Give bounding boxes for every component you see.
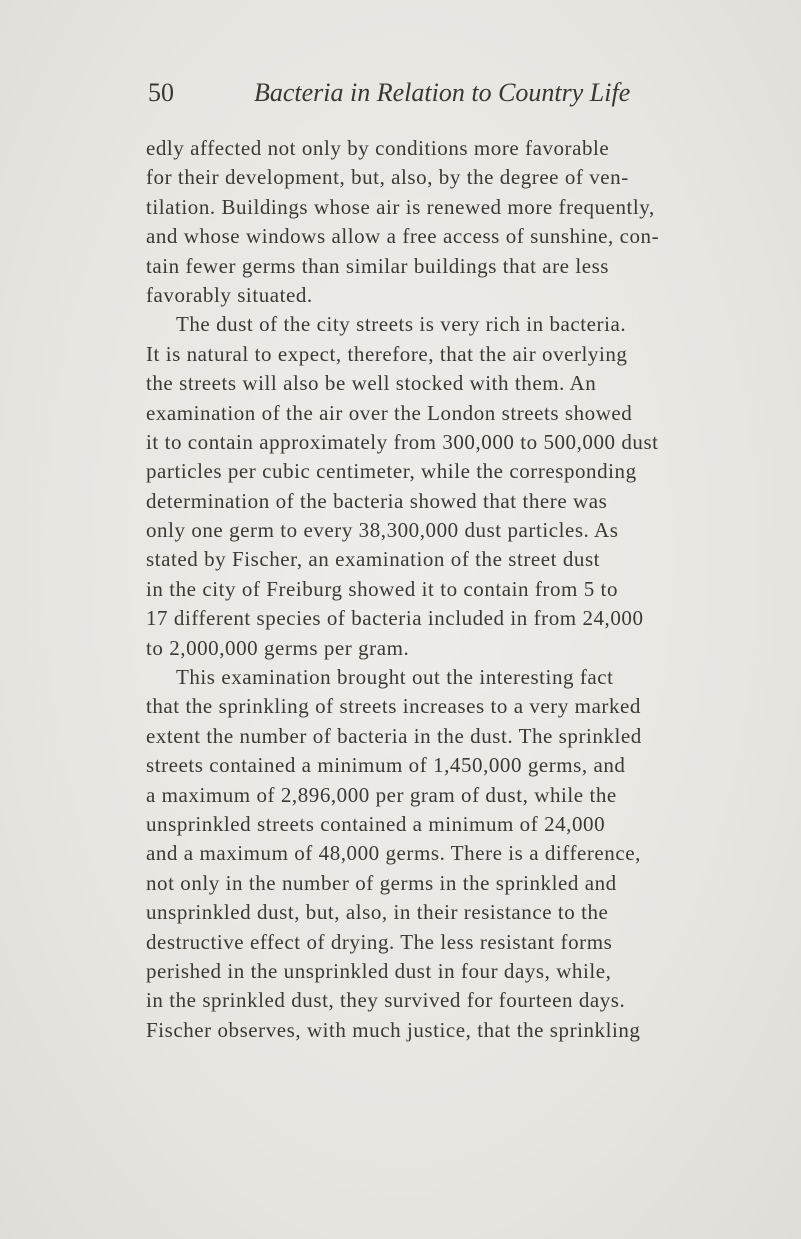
text-line: perished in the unsprinkled dust in four days, while, — [146, 958, 612, 983]
text-line: The dust of the city streets is very rich in bacteria. — [176, 312, 627, 337]
text-line: extent the number of bacteria in the dust. The sprinkled — [146, 723, 642, 748]
text-line: in the city of Freiburg showed it to contain from 5 to — [146, 576, 618, 601]
text-line: to 2,000,000 germs per gram. — [146, 635, 410, 660]
text-line: It is natural to expect, therefore, that the air overlying — [146, 341, 628, 366]
text-line: a maximum of 2,896,000 per gram of dust, while the — [146, 782, 617, 807]
text-line: for their development, but, also, by the degree of ven- — [146, 165, 629, 190]
text-line: only one germ to every 38,300,000 dust particles. As — [146, 518, 619, 543]
text-line: and whose windows allow a free access of sunshine, con- — [146, 224, 660, 249]
text-line: unsprinkled dust, but, also, in their resistance to the — [146, 900, 609, 925]
text-line: streets contained a minimum of 1,450,000 germs, and — [146, 753, 626, 778]
body-text — [146, 134, 676, 1045]
text-line: particles per cubic centimeter, while the corresponding — [146, 459, 637, 484]
text-line: 17 different species of bacteria included in from 24,000 — [146, 606, 644, 631]
text-line: favorably situated. — [146, 282, 313, 307]
text-line: tilation. Buildings whose air is renewed more frequently, — [146, 194, 655, 219]
text-line: This examination brought out the interesting fact — [176, 665, 614, 690]
text-line: that the sprinkling of streets increases to a very marked — [146, 694, 641, 719]
text-line: Fischer observes, with much justice, that the sprinkling — [146, 1017, 641, 1042]
text-line: stated by Fischer, an examination of the street dust — [146, 547, 601, 572]
text-line: determination of the bacteria showed that there was — [146, 488, 608, 513]
text-line: unsprinkled streets contained a minimum of 24,000 — [146, 811, 606, 836]
text-line: in the sprinkled dust, they survived for fourteen days. — [146, 988, 626, 1013]
page-header — [148, 78, 668, 114]
text-line: examination of the air over the London streets showed — [146, 400, 633, 425]
text-line: tain fewer germs than similar buildings that are less — [146, 253, 610, 278]
text-line: the streets will also be well stocked with them. An — [146, 371, 597, 396]
text-line: and a maximum of 48,000 germs. There is a difference, — [146, 841, 641, 866]
running-head: Bacteria in Relation to Country Life — [254, 78, 631, 107]
text-line: not only in the number of germs in the sprinkled and — [146, 870, 617, 895]
text-line: destructive effect of drying. The less resistant forms — [146, 929, 613, 954]
page-number: 50 — [148, 78, 174, 107]
text-line: edly affected not only by conditions more favorable — [146, 136, 610, 160]
text-line: it to contain approximately from 300,000 to 500,000 dust — [146, 429, 659, 454]
